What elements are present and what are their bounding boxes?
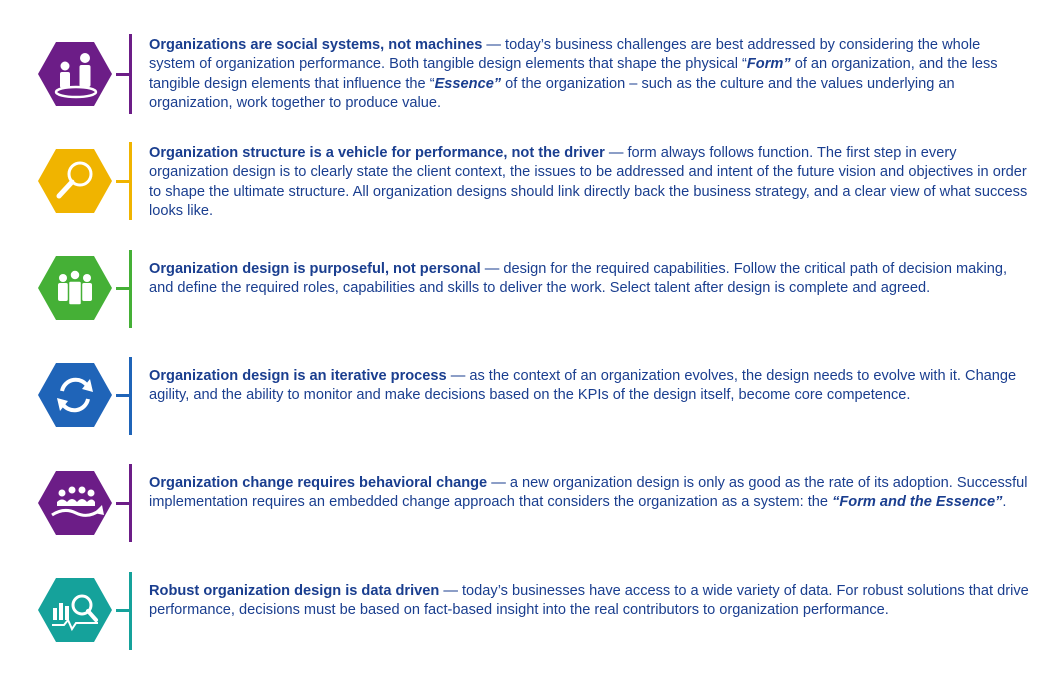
connector-line bbox=[116, 502, 130, 505]
principle-text: Organization structure is a vehicle for performance, not the driver — form always follows function. The first step in every organization design is to clearly state the client context, the issues to be addressed and intent of the future vision and objectives in order to shape the ultimate structure. All organization designs should link directly back the business strategy, and a clear view of what success looks like. bbox=[149, 145, 1028, 219]
accent-bar bbox=[129, 34, 132, 114]
connector-line bbox=[116, 73, 130, 76]
cycle-arrows-icon bbox=[38, 363, 112, 427]
magnifier-icon bbox=[38, 149, 112, 213]
accent-bar bbox=[129, 250, 132, 328]
principle-title: Organizations are social systems, not machines bbox=[149, 37, 483, 53]
principle-text: Organization design is an iterative process — as the context of an organization evolves, the design needs to evolve with it. Change agility, and the ability to monitor and make decisions based on the KPIs of the design itself, become core competence. bbox=[149, 368, 1017, 404]
group-change-icon bbox=[38, 471, 112, 535]
principle-text: Organizations are social systems, not machines — today’s business challenges are best addressed by considering the whole system of organization performance. Both tangible design elements that shape the physical “Form” of an organization, and the less tangible design elements that influence the “Essence” of the organization – such as the culture and the values underlying an organization, work together to produce value. bbox=[149, 37, 998, 111]
accent-bar bbox=[129, 357, 132, 435]
team-icon bbox=[38, 256, 112, 320]
accent-bar bbox=[129, 142, 132, 220]
people-icon bbox=[38, 42, 112, 106]
connector-line bbox=[116, 609, 130, 612]
principle-title: Organization structure is a vehicle for performance, not the driver bbox=[149, 145, 605, 161]
principle-title: Organization design is purposeful, not personal bbox=[149, 261, 481, 277]
principle-title: Robust organization design is data driven bbox=[149, 583, 440, 599]
connector-line bbox=[116, 180, 130, 183]
accent-bar bbox=[129, 572, 132, 650]
principle-text: Organization change requires behavioral change — a new organization design is only as good as the rate of its adoption. Successful implementation requires an embedded change approach that considers the organization as a system: the “Form and the Essence”. bbox=[149, 475, 1028, 511]
accent-bar bbox=[129, 464, 132, 542]
connector-line bbox=[116, 394, 130, 397]
data-analysis-icon bbox=[38, 578, 112, 642]
principle-text: Robust organization design is data driven — today’s businesses have access to a wide variety of data. For robust solutions that drive performance, decisions must be based on fact-based insight into the real contributors to organization performance. bbox=[149, 583, 1029, 619]
principle-title: Organization change requires behavioral change bbox=[149, 475, 488, 491]
principle-title: Organization design is an iterative process bbox=[149, 368, 447, 384]
connector-line bbox=[116, 287, 130, 290]
principle-text: Organization design is purposeful, not personal — design for the required capabilities. Follow the critical path of decision making, and define the required roles, capabilities and skills to deliver the work. Select talent after design is complete and agreed. bbox=[149, 261, 1008, 297]
